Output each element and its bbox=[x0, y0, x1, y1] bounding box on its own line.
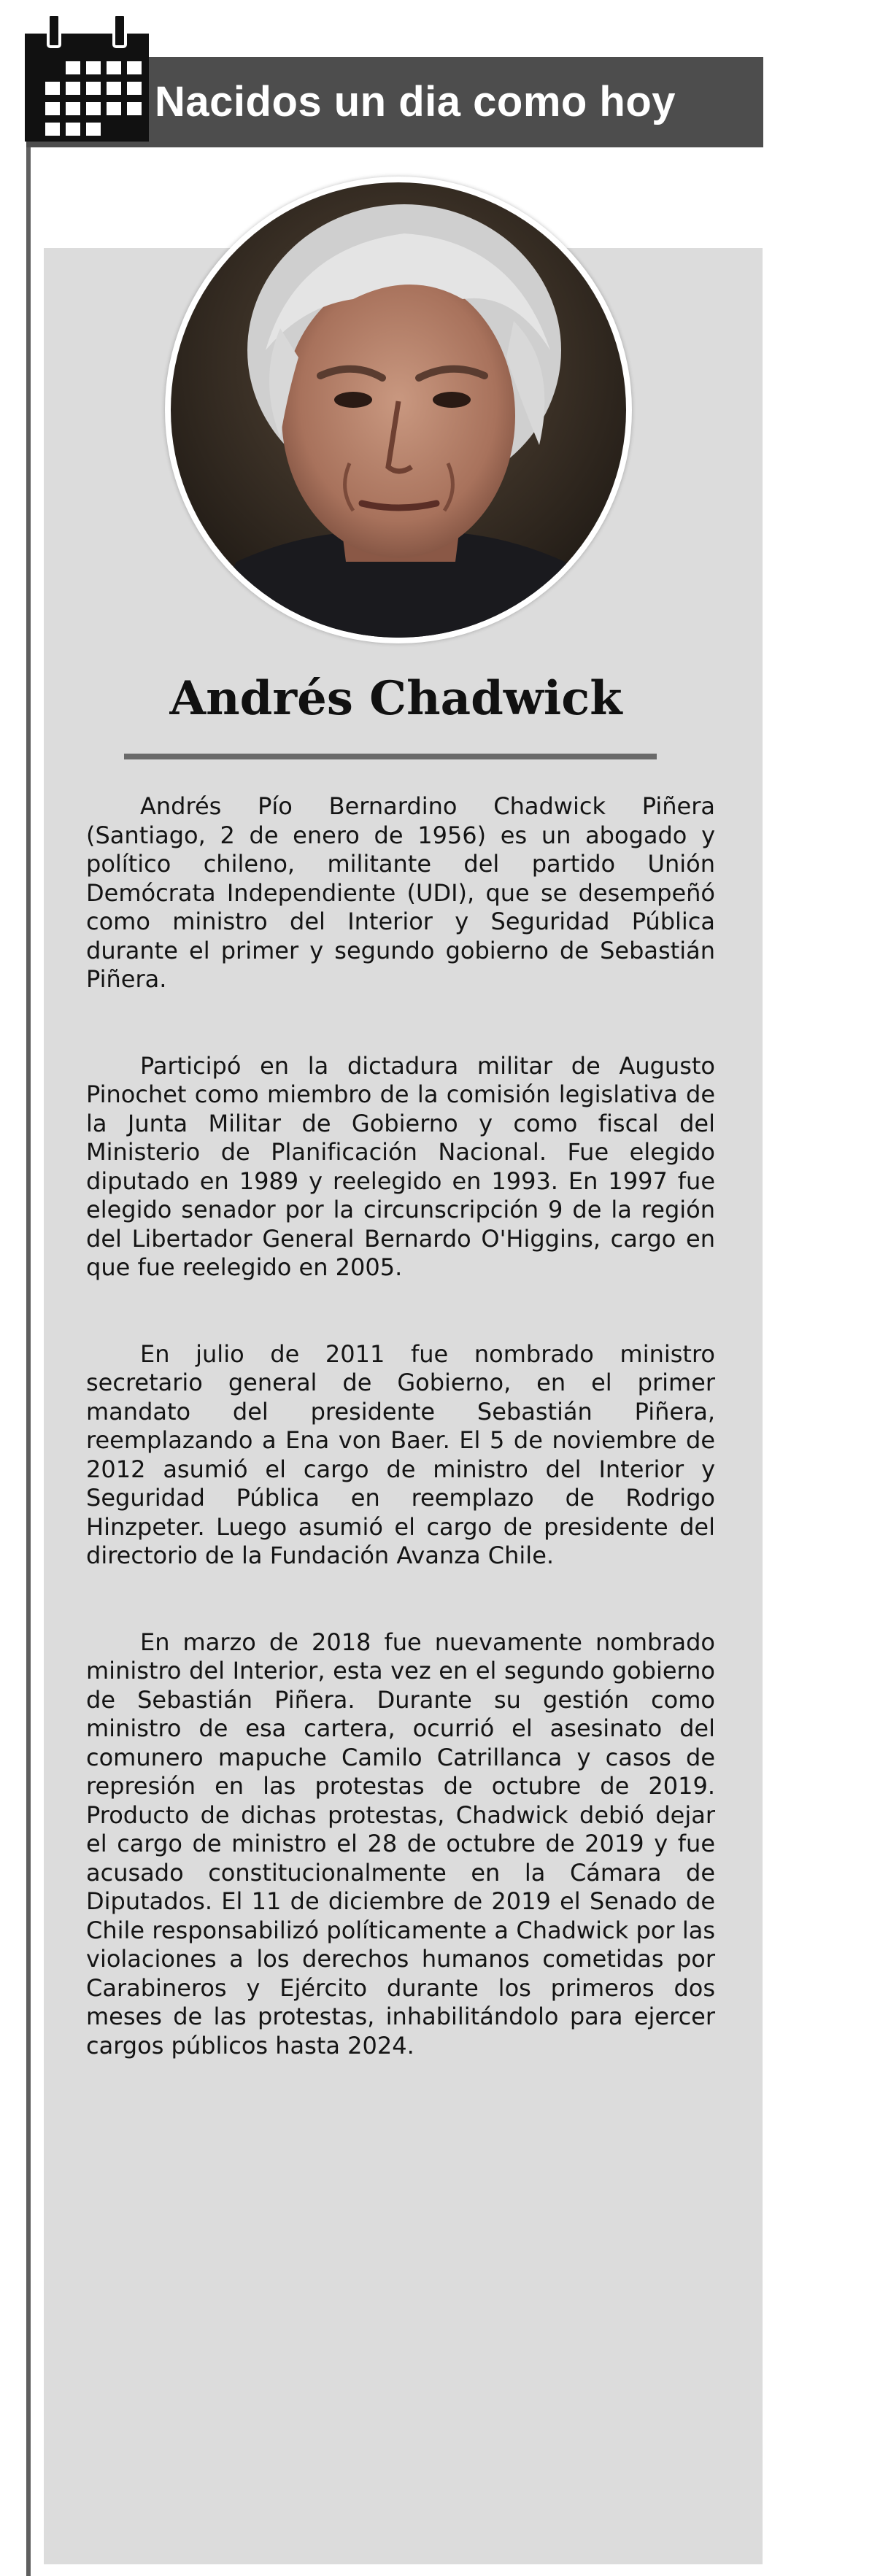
biography-paragraph: Participó en la dictadura militar de Augusto Pinochet como miembro de la comisión legislativa de la Junta Militar de Gobierno y como fiscal del Ministerio de Planificación Nacional. Fue elegido diputado en 1989 y reelegido en 1993. En 1997 fue elegido senador por la circunscripción 9 de la región del Libertador General Bernardo O'Higgins, cargo en que fue reelegido en 2005. bbox=[86, 1051, 715, 1281]
biography-paragraph: En marzo de 2018 fue nuevamente nombrado ministro del Interior, esta vez en el segundo gobierno de Sebastián Piñera. Durante su gestión como ministro de esa cartera, ocurrió el asesinato del comunero mapuche Camilo Catrillanca y casos de represión en las protestas de octubre de 2019. Producto de dichas protestas, Chadwick debió dejar el cargo de ministro el 28 de octubre de 2019 y fue acusado constitucionalmente en la Cámara de Diputados. El 11 de diciembre de 2019 el Senado de Chile responsabilizó políticamente a Chadwick por las violaciones a los derechos humanos cometidas por Carabineros y Ejército durante los primeros dos meses de las protestas, inhabilitándolo para ejercer cargos públicos hasta 2024. bbox=[86, 1628, 715, 2059]
person-name: Andrés Chadwick bbox=[169, 671, 622, 726]
biography-paragraph: Andrés Pío Bernardino Chadwick Piñera (Santiago, 2 de enero de 1956) es un abogado y político chileno, militante del partido Unión Demócrata Independiente (UDI), que se desempeñó como ministro del Interior y Seguridad Pública durante el primer y segundo gobierno de Sebastián Piñera. bbox=[86, 792, 715, 993]
calendar-icon bbox=[22, 15, 152, 144]
column-rule bbox=[26, 109, 31, 2576]
portrait-photo bbox=[171, 182, 626, 638]
name-divider bbox=[124, 754, 657, 759]
section-title: Nacidos un dia como hoy bbox=[155, 78, 676, 125]
biography-paragraph: En julio de 2011 fue nombrado ministro secretario general de Gobierno, en el primer mandato del presidente Sebastián Piñera, reemplazando a Ena von Baer. El 5 de noviembre de 2012 asumió el cargo de ministro del Interior y Seguridad Pública en reemplazo de Rodrigo Hinzpeter. Luego asumió el cargo de presidente del directorio de la Fundación Avanza Chile. bbox=[86, 1339, 715, 1569]
portrait-frame bbox=[165, 177, 632, 643]
biography bbox=[86, 792, 715, 2060]
